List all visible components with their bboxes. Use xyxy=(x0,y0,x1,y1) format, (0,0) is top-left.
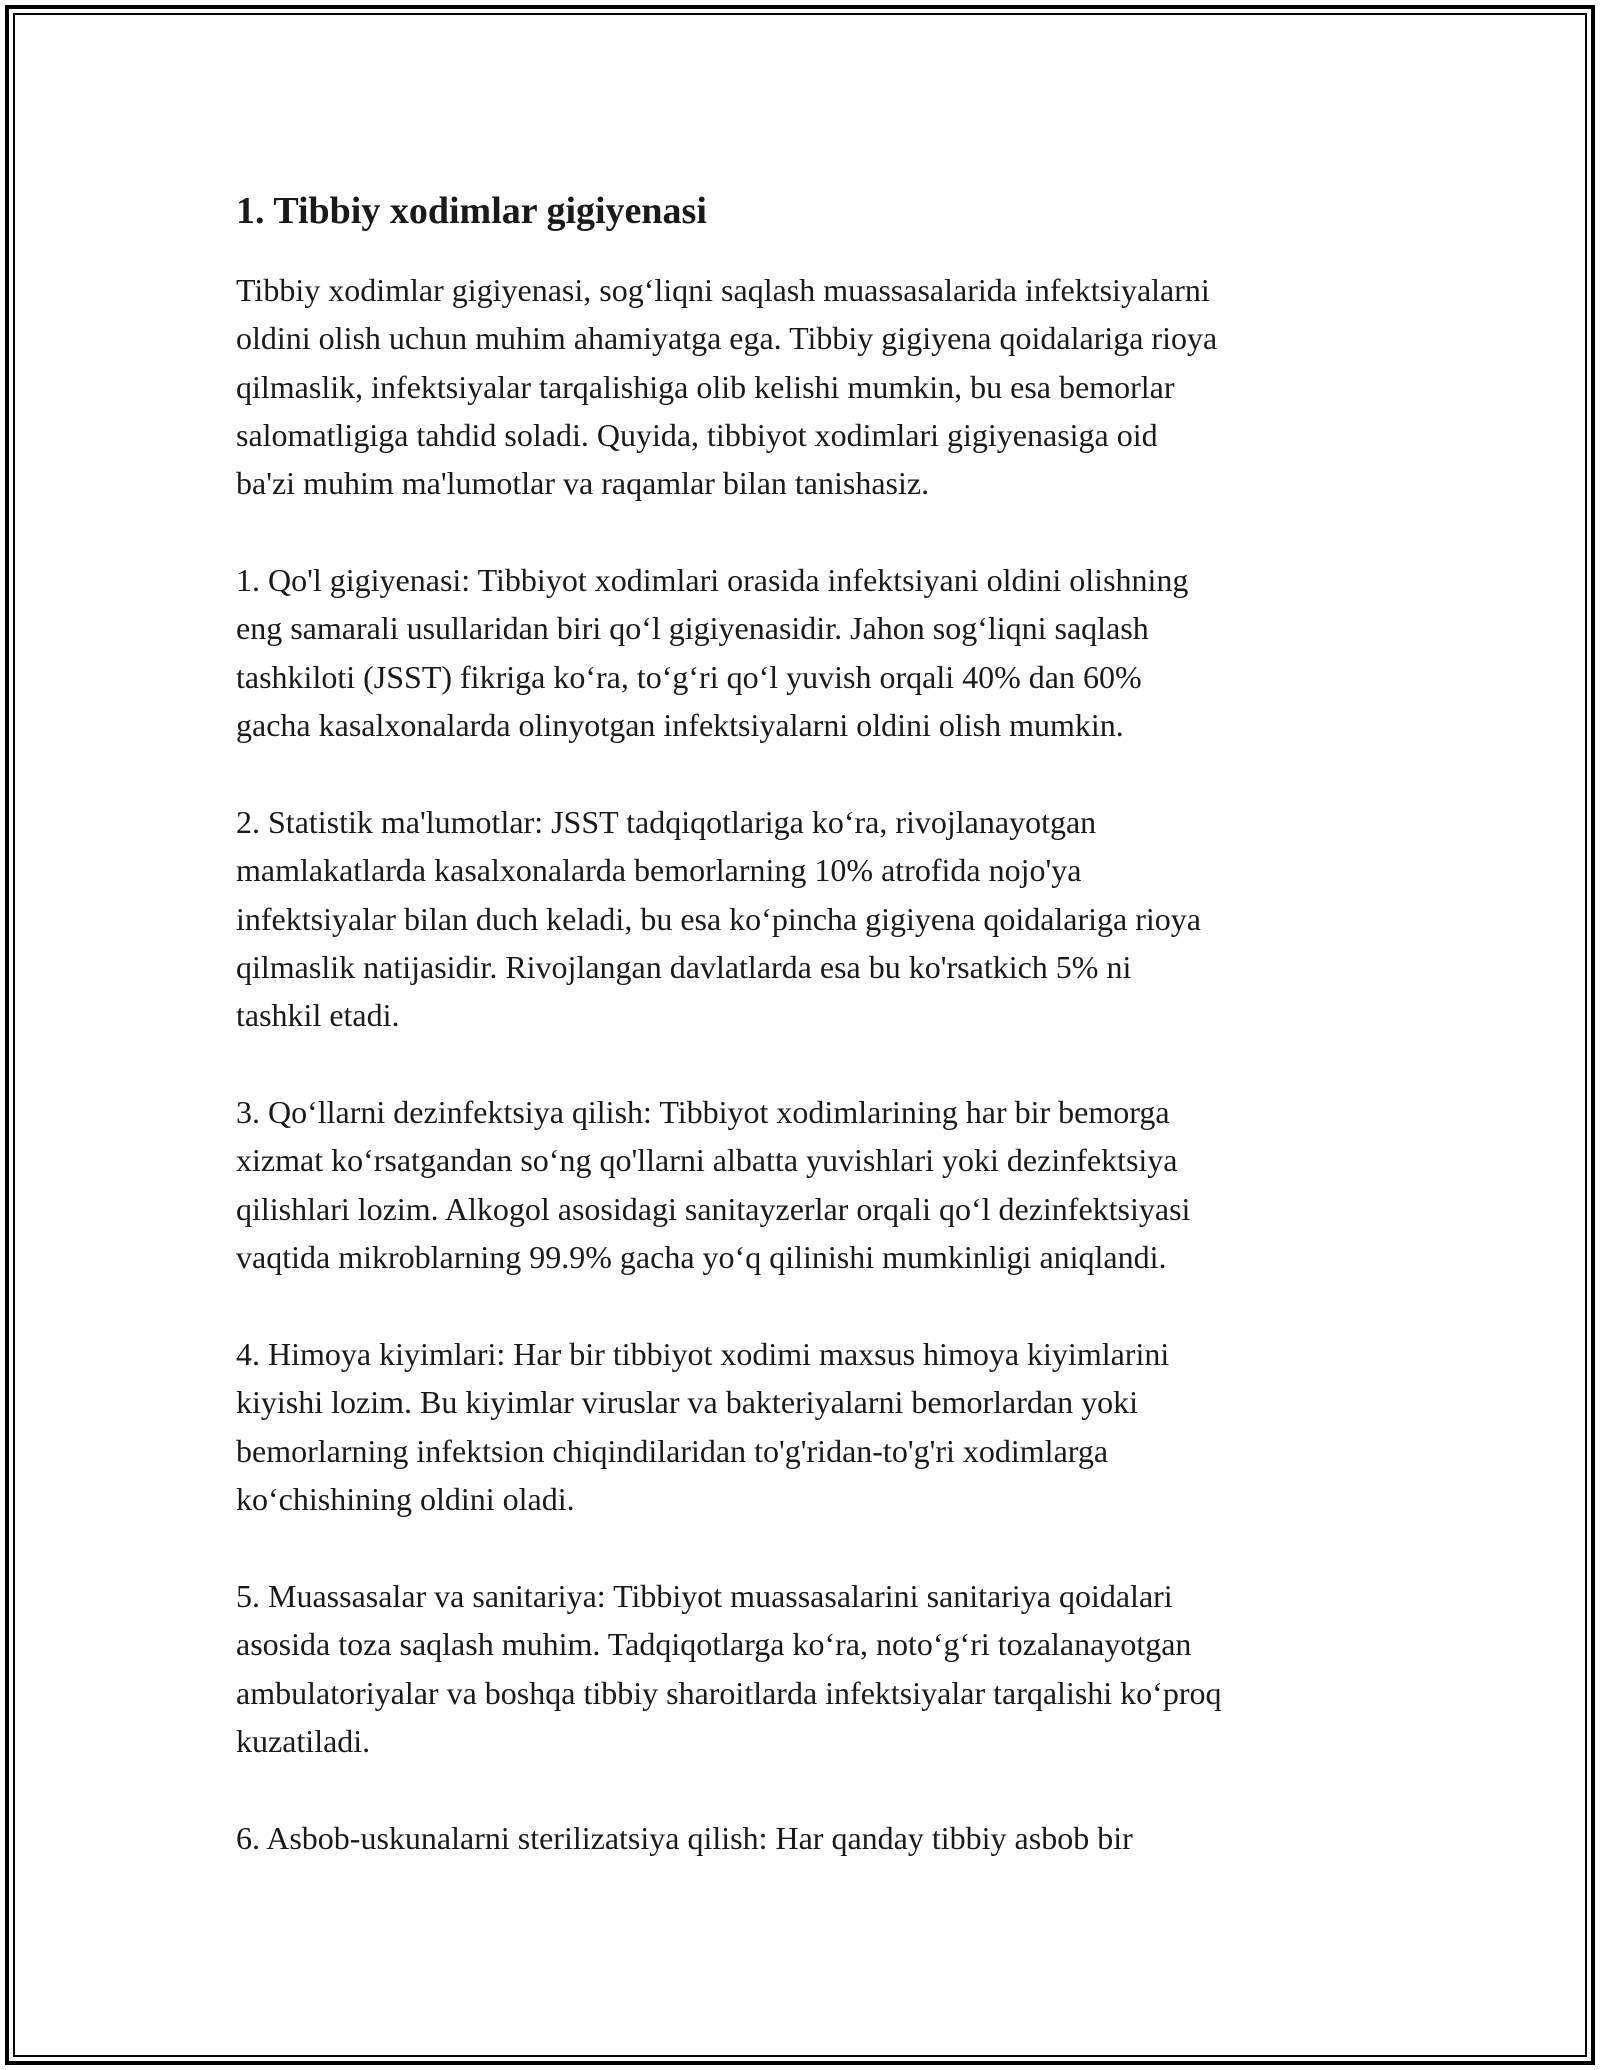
intro-paragraph xyxy=(236,266,1376,507)
text-line: ba'zi muhim ma'lumotlar va raqamlar bilan tanishasiz. xyxy=(236,465,930,502)
section-hand-disinfection xyxy=(236,1088,1376,1281)
document-title: 1. Tibbiy xodimlar gigiyenasi xyxy=(236,190,707,232)
text-line: asosida toza saqlash muhim. Tadqiqotlarga ko‘ra, noto‘g‘ri tozalanayotgan xyxy=(236,1626,1192,1663)
text-line: 2. Statistik ma'lumotlar: JSST tadqiqotlariga ko‘ra, rivojlanayotgan xyxy=(236,804,1097,840)
text-line: 5. Muassasalar va sanitariya: Tibbiyot muassasalarini sanitariya qoidalari xyxy=(236,1578,1173,1614)
text-line: tashkiloti (JSST) fikriga ko‘ra, to‘g‘ri qo‘l yuvish orqali 40% dan 60% xyxy=(236,658,1142,695)
section-facilities-sanitation xyxy=(236,1572,1376,1765)
text-line: kiyishi lozim. Bu kiyimlar viruslar va bakteriyalarni bemorlardan yoki xyxy=(236,1384,1138,1421)
text-line: tashkil etadi. xyxy=(236,997,400,1034)
text-line: mamlakatlarda kasalxonalarda bemorlarning 10% atrofida nojo'ya xyxy=(236,852,1082,889)
text-line: eng samarali usullaridan biri qo‘l gigiyenasidir. Jahon sog‘liqni saqlash xyxy=(236,610,1149,647)
text-line: Tibbiy xodimlar gigiyenasi, sog‘liqni saqlash muassasalarida infektsiyalarni xyxy=(236,272,1210,308)
text-line: infektsiyalar bilan duch keladi, bu esa ko‘pincha gigiyena qoidalariga rioya xyxy=(236,900,1201,937)
text-line: qilmaslik natijasidir. Rivojlangan davlatlarda esa bu ko'rsatkich 5% ni xyxy=(236,948,1132,985)
text-line: salomatligiga tahdid soladi. Quyida, tibbiyot xodimlari gigiyenasiga oid xyxy=(236,416,1158,453)
text-line: 1. Qo'l gigiyenasi: Tibbiyot xodimlari orasida infektsiyani oldini olishning xyxy=(236,562,1189,598)
text-line: 3. Qo‘llarni dezinfektsiya qilish: Tibbiyot xodimlarining har bir bemorga xyxy=(236,1094,1170,1130)
section-protective-clothing xyxy=(236,1330,1376,1523)
text-line: 6. Asbob-uskunalarni sterilizatsiya qilish: Har qanday tibbiy asbob bir xyxy=(236,1820,1133,1856)
section-sterilization xyxy=(236,1814,1376,1862)
text-line: 4. Himoya kiyimlari: Har bir tibbiyot xodimi maxsus himoya kiyimlarini xyxy=(236,1336,1170,1372)
text-line: xizmat ko‘rsatgandan so‘ng qo'llarni albatta yuvishlari yoki dezinfektsiya xyxy=(236,1142,1178,1179)
text-line: kuzatiladi. xyxy=(236,1722,371,1759)
text-line: gacha kasalxonalarda olinyotgan infektsiyalarni oldini olish mumkin. xyxy=(236,706,1124,743)
section-hand-hygiene xyxy=(236,556,1376,749)
text-line: oldini olish uchun muhim ahamiyatga ega. Tibbiy gigiyena qoidalariga rioya xyxy=(236,320,1218,357)
text-line: ko‘chishining oldini oladi. xyxy=(236,1480,575,1517)
text-line: vaqtida mikroblarning 99.9% gacha yo‘q qilinishi mumkinligi aniqlandi. xyxy=(236,1238,1167,1275)
text-line: ambulatoriyalar va boshqa tibbiy sharoitlarda infektsiyalar tarqalishi ko‘proq xyxy=(236,1674,1222,1711)
section-statistics xyxy=(236,798,1376,1039)
text-line: qilishlari lozim. Alkogol asosidagi sanitayzerlar orqali qo‘l dezinfektsiyasi xyxy=(236,1190,1191,1227)
text-line: qilmaslik, infektsiyalar tarqalishiga olib kelishi mumkin, bu esa bemorlar xyxy=(236,368,1175,405)
text-line: bemorlarning infektsion chiqindilaridan to'g'ridan-to'g'ri xodimlarga xyxy=(236,1432,1109,1469)
